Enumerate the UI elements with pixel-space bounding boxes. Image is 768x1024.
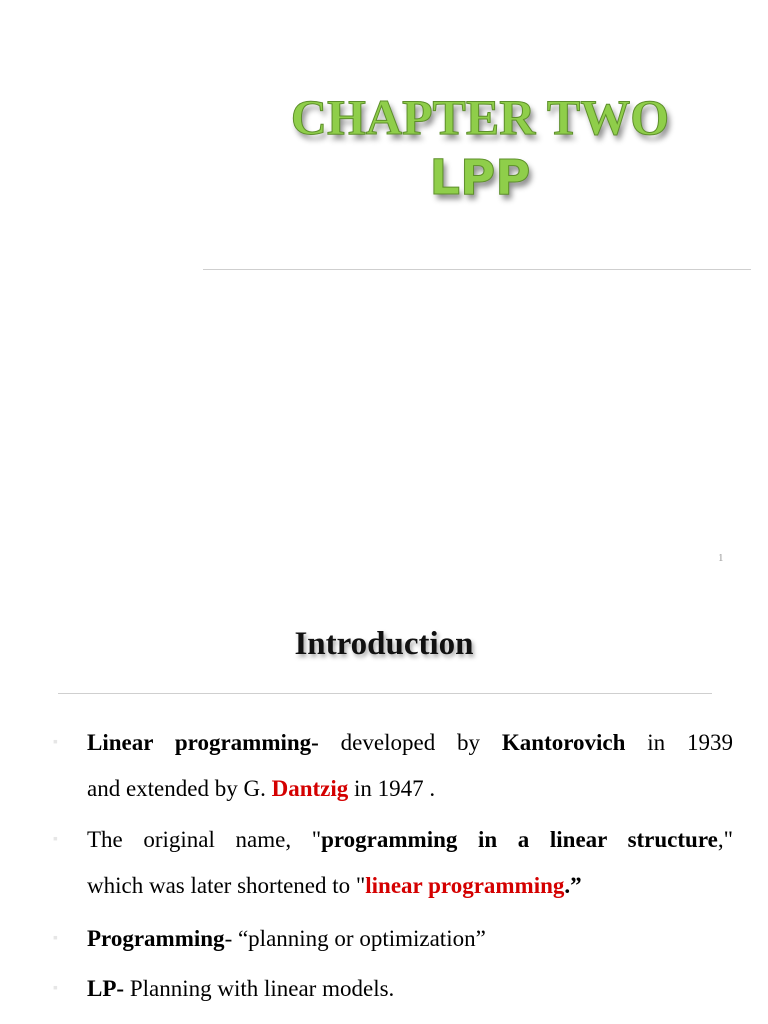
chapter-subtitle: LPP — [429, 150, 531, 206]
term: LP- — [87, 976, 125, 1001]
chapter-title: CHAPTER TWO — [290, 89, 670, 145]
title-divider — [203, 269, 751, 270]
section-heading: Introduction — [294, 626, 474, 662]
bullet-icon: ▪ — [53, 735, 58, 750]
slide-2 — [0, 580, 768, 1024]
term: programming in a linear structure — [321, 827, 718, 852]
text: and extended by G. — [87, 776, 272, 801]
text: developed by — [318, 730, 502, 755]
text: - “planning or optimization” — [224, 926, 486, 951]
bullet-line — [87, 776, 435, 801]
bullet-item — [53, 720, 734, 812]
bullet-item — [53, 817, 733, 909]
bullet-icon: ▪ — [53, 931, 58, 946]
heading-divider — [58, 693, 712, 694]
bullet-item — [53, 916, 733, 962]
highlight: linear programming — [365, 873, 565, 898]
term: Programming — [87, 926, 225, 951]
term: Kantorovich — [501, 730, 626, 755]
text: The original name, " — [87, 827, 322, 852]
bullet-icon: ▪ — [53, 981, 58, 996]
text: ," — [717, 827, 733, 852]
term: Linear programming- — [87, 730, 319, 755]
bullet-line — [87, 873, 582, 898]
text: in 1939 — [625, 730, 734, 755]
bullet-item — [53, 966, 733, 1012]
highlight: Dantzig — [271, 776, 349, 801]
bullet-line — [87, 976, 394, 1001]
page-number: 1 — [718, 552, 724, 564]
bullet-line — [87, 720, 733, 766]
bullet-line — [87, 817, 733, 863]
term: .” — [564, 873, 582, 898]
text: Planning with linear models. — [124, 976, 395, 1001]
bullet-icon: ▪ — [53, 832, 58, 847]
text: in 1947 . — [348, 776, 436, 801]
text: which was later shortened to " — [87, 873, 366, 898]
bullet-line — [87, 926, 486, 951]
